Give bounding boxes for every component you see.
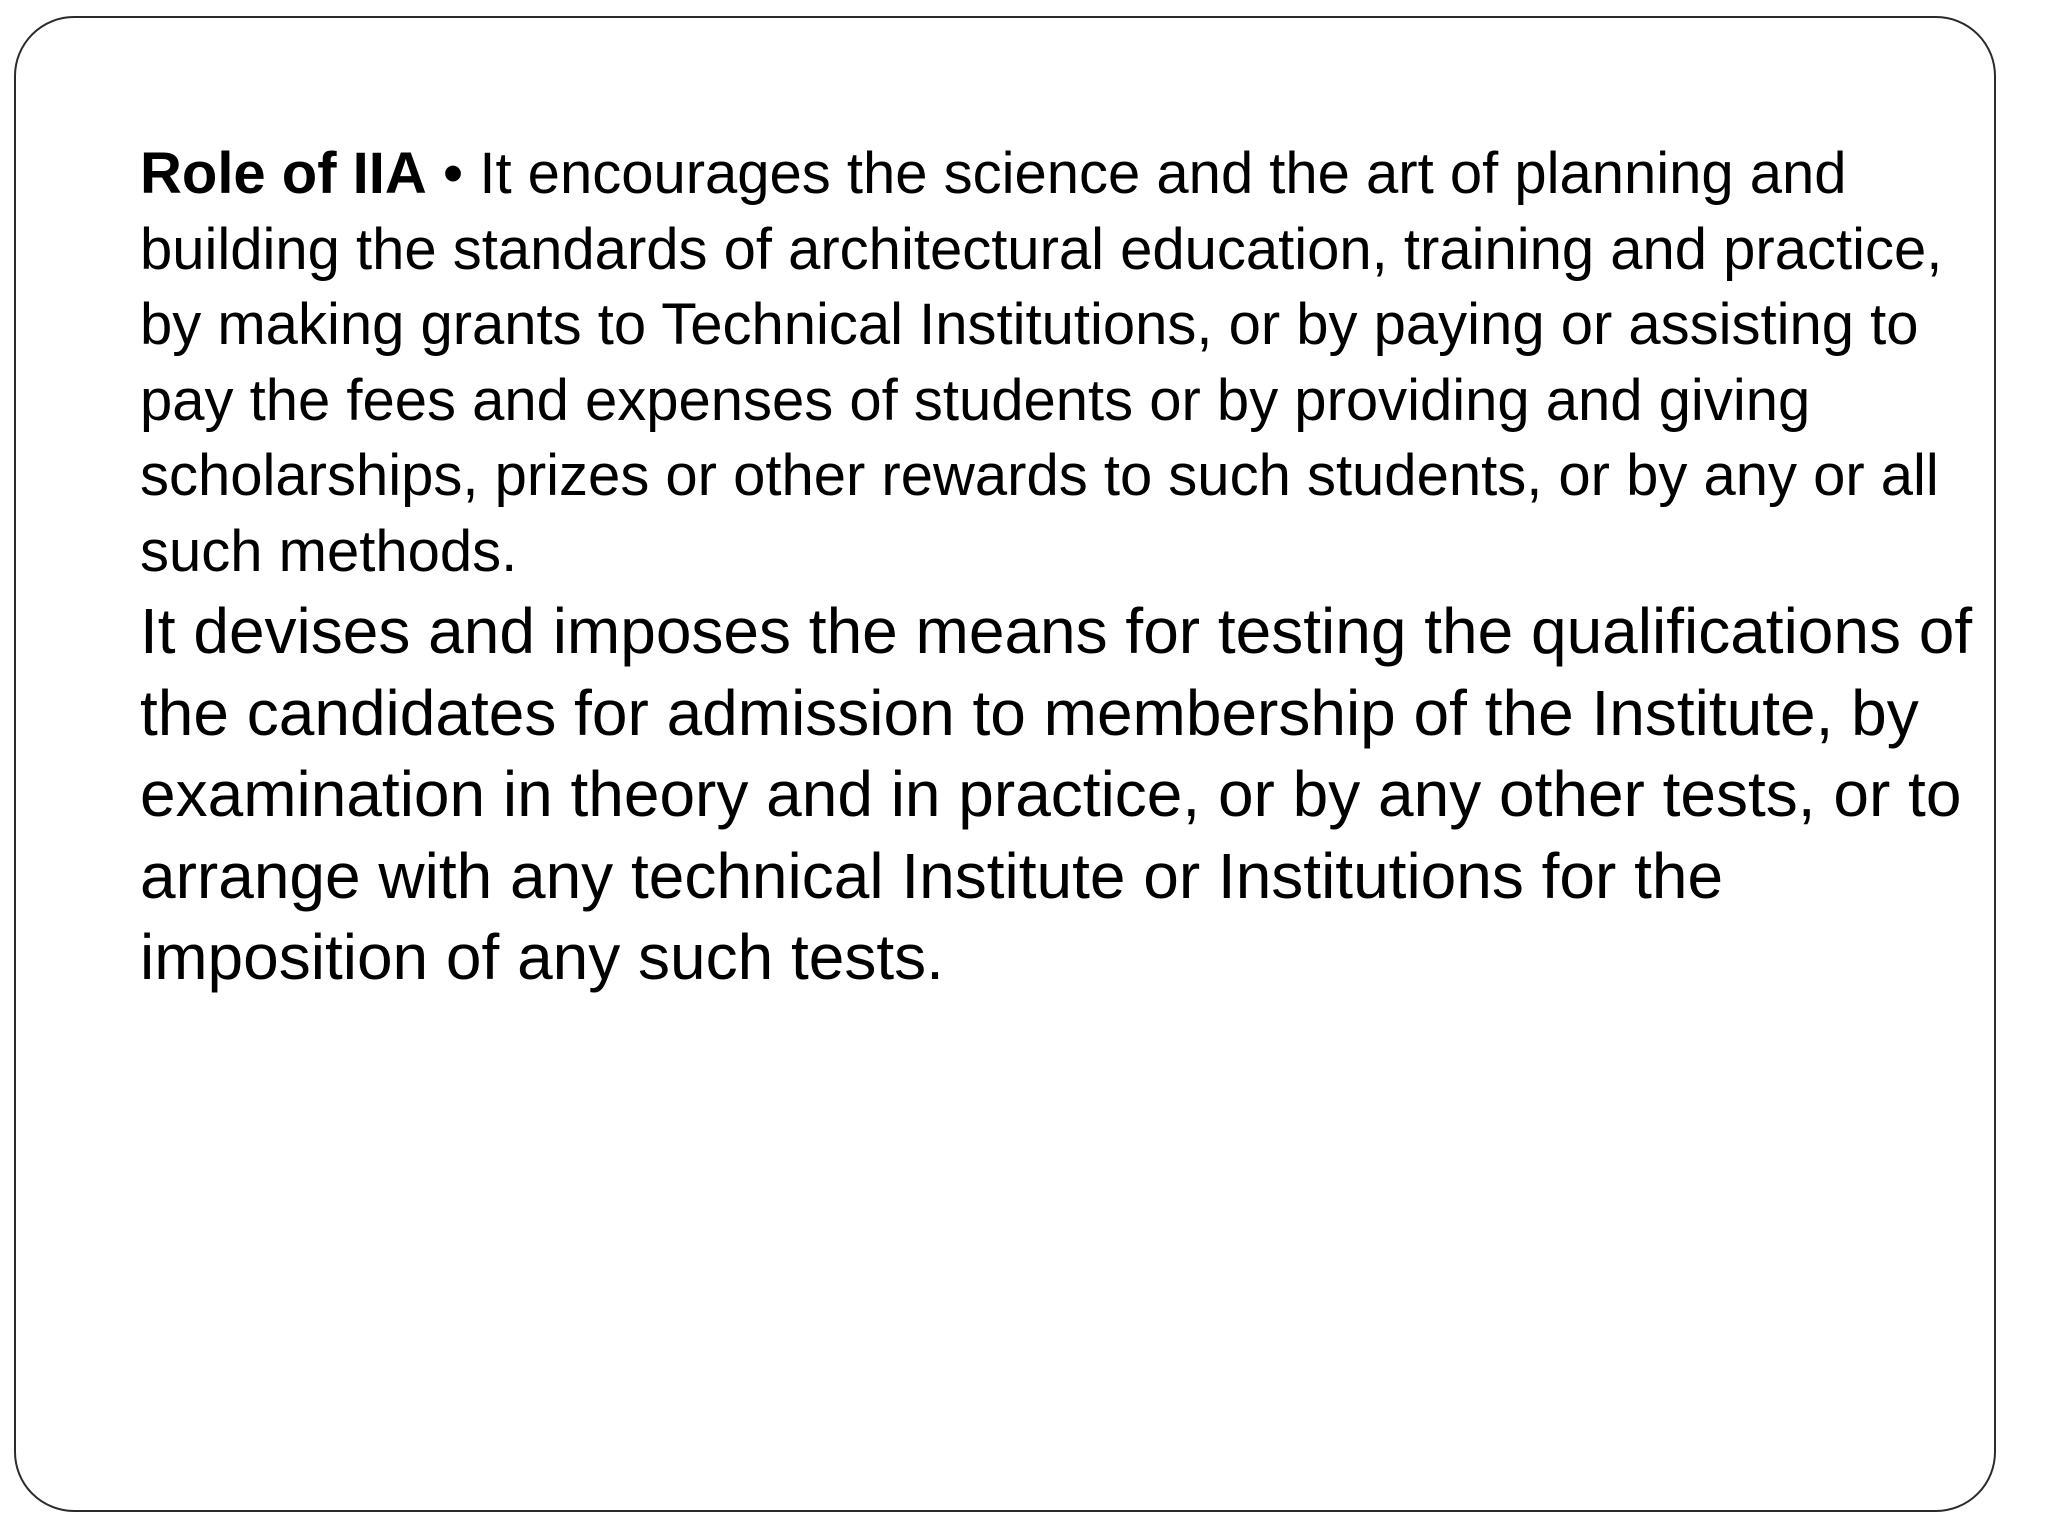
slide-content [140, 136, 1980, 999]
slide-frame [14, 16, 1996, 1512]
paragraph-1 [140, 136, 1980, 589]
slide-heading: Role of IIA [140, 141, 427, 206]
paragraph-1-text: It encourages the science and the art of planning and building the standards of architectural education, training and practice, by making grants to Technical Institutions, or by paying or assisting to pay the fees and expenses of students or by providing and giving scholarships, prizes or other rewards to such students, or by any or all such methods. [140, 141, 1943, 584]
bullet-glyph: • [442, 141, 464, 206]
paragraph-2: It devises and imposes the means for testing the qualifications of the candidates for admission to membership of the Institute, by examination in theory and in practice, or by any other tests, or to arrange with any technical Institute or Institutions for the imposition of any such tests. [140, 595, 1973, 993]
